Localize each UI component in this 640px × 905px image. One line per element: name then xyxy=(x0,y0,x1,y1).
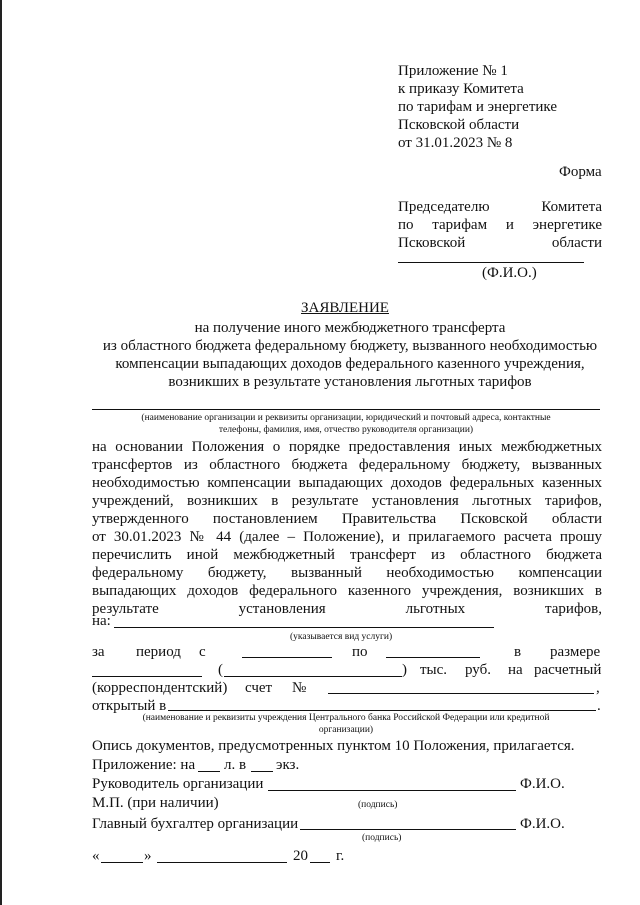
date-month-line[interactable] xyxy=(157,862,287,863)
addressee-word: и xyxy=(505,217,514,233)
document-title: ЗАЯВЛЕНИЕ xyxy=(301,300,389,316)
title-line-3: компенсации выпадающих доходов федерального казенного учреждения, xyxy=(115,356,585,372)
body-line-3: необходимостью компенсации выпадающих доходов федеральных казенных xyxy=(92,475,602,491)
period-word: период xyxy=(136,644,181,660)
title-line-4: возникших в результате установления льготных тарифов xyxy=(168,374,532,390)
appendix-number: Приложение № 1 xyxy=(398,63,508,79)
stamp-label: М.П. (при наличии) xyxy=(92,795,219,811)
body-line-1: на основании Положения о порядке предоставления иных межбюджетных xyxy=(92,439,602,455)
addressee-word: Председателю xyxy=(398,199,490,215)
order-date-number: от 31.01.2023 № 8 xyxy=(398,135,513,151)
period-from-line[interactable] xyxy=(242,657,332,658)
account-schet: счет xyxy=(245,680,273,696)
account-corr: (корреспондентский) xyxy=(92,680,228,696)
attachment-l: л. в xyxy=(224,757,247,773)
body-line-9: выпадающих доходов федерального казенного учреждения, возникших в xyxy=(92,583,602,599)
title-line-1: на получение иного межбюджетного трансферта xyxy=(194,320,506,336)
amount-digits-line[interactable] xyxy=(92,676,202,677)
bank-note-1: (наименование и реквизиты учреждения Центрального банка Российской Федерации или кредитной xyxy=(142,713,550,723)
period-za: за xyxy=(92,644,105,660)
amount-raschetny: расчетный xyxy=(534,662,602,678)
head-fio: Ф.И.О. xyxy=(520,776,565,792)
organization-line[interactable] xyxy=(92,409,600,410)
period-razmere: размере xyxy=(550,644,601,660)
head-label: Руководитель организации xyxy=(92,776,264,792)
organization-note-2: телефоны, фамилия, имя, отчество руководителя организации) xyxy=(218,425,474,435)
addressee-word: энергетике xyxy=(532,217,602,233)
addressee-word: тарифам xyxy=(432,217,488,233)
addressee-line-3 xyxy=(398,234,602,252)
accountant-signature-caption: (подпись) xyxy=(362,833,402,843)
paren-open: ( xyxy=(218,662,223,678)
addressee-word: по xyxy=(398,217,414,233)
bank-note-2: организации) xyxy=(318,725,374,735)
addressee-line-1 xyxy=(398,198,602,216)
account-dot: . xyxy=(597,698,601,714)
addressee-word: Псковской xyxy=(398,235,466,251)
date-quote-open: « xyxy=(92,848,100,864)
paren-close: ) xyxy=(402,662,407,678)
service-type-note: (указывается вид услуги) xyxy=(290,632,393,642)
body-line-2: трансфертов из областного бюджета федеральному бюджету, вызванных xyxy=(92,457,602,473)
amount-tys: тыс. xyxy=(420,662,448,678)
account-num-sign: № xyxy=(292,680,307,696)
account-opened-in: открытый в xyxy=(92,698,167,714)
attachment-pages-line[interactable] xyxy=(198,771,220,772)
body-line-5: утвержденного постановлением Правительства Псковской области xyxy=(92,511,602,527)
amount-rub: руб. xyxy=(465,662,491,678)
bank-name-line[interactable] xyxy=(168,710,596,711)
region-name: Псковской области xyxy=(398,117,520,133)
body-line-4: учреждений, возникших в результате установления льготных тарифов, xyxy=(92,493,602,509)
body-line-7: перечислить иной межбюджетный трансферт из областного бюджета xyxy=(92,547,602,563)
head-signature-line[interactable] xyxy=(268,790,516,791)
organization-note-1: (наименование организации и реквизиты организации, юридический и почтовый адреса, контактные xyxy=(141,413,551,423)
body-line-8: федеральному бюджету, вызванный необходимостью компенсации xyxy=(92,565,602,581)
date-day-line[interactable] xyxy=(101,862,143,863)
addressee-word: Комитета xyxy=(541,199,602,215)
account-number-line[interactable] xyxy=(328,693,594,694)
page-edge xyxy=(0,0,2,905)
form-label: Форма xyxy=(559,164,602,180)
date-g: г. xyxy=(336,848,345,864)
addressee-fio-caption: (Ф.И.О.) xyxy=(482,265,537,281)
accountant-signature-line[interactable] xyxy=(300,829,516,830)
accountant-label: Главный бухгалтер организации xyxy=(92,816,299,832)
service-type-line[interactable] xyxy=(114,627,494,628)
body-na: на: xyxy=(92,613,111,629)
amount-na: на xyxy=(508,662,523,678)
attachment-prefix: Приложение: на xyxy=(92,757,196,773)
committee-name: по тарифам и энергетике xyxy=(398,99,557,115)
accountant-fio: Ф.И.О. xyxy=(520,816,565,832)
attachment-copies-line[interactable] xyxy=(251,771,273,772)
body-line-10: результате установления льготных тарифов, xyxy=(92,601,602,617)
date-year-prefix: 20 xyxy=(293,848,308,864)
order-reference: к приказу Комитета xyxy=(398,81,524,97)
period-to-line[interactable] xyxy=(386,657,480,658)
account-comma: , xyxy=(596,680,600,696)
inventory-statement: Опись документов, предусмотренных пунктом 10 Положения, прилагается. xyxy=(92,738,575,754)
title-line-2: из областного бюджета федеральному бюджету, вызванного необходимостью xyxy=(102,338,598,354)
body-line-6: от 30.01.2023 № 44 (далее – Положение), и прилагаемого расчета прошу xyxy=(92,529,602,545)
head-signature-caption: (подпись) xyxy=(358,800,398,810)
period-s: с xyxy=(199,644,206,660)
addressee-line-2 xyxy=(398,216,602,234)
amount-words-line[interactable] xyxy=(224,676,402,677)
addressee-fio-line[interactable] xyxy=(398,262,584,263)
date-quote-close: » xyxy=(144,848,152,864)
date-year-line[interactable] xyxy=(310,862,330,863)
attachment-ekz: экз. xyxy=(276,757,300,773)
period-v: в xyxy=(514,644,522,660)
addressee-word: области xyxy=(551,235,602,251)
period-po: по xyxy=(352,644,368,660)
